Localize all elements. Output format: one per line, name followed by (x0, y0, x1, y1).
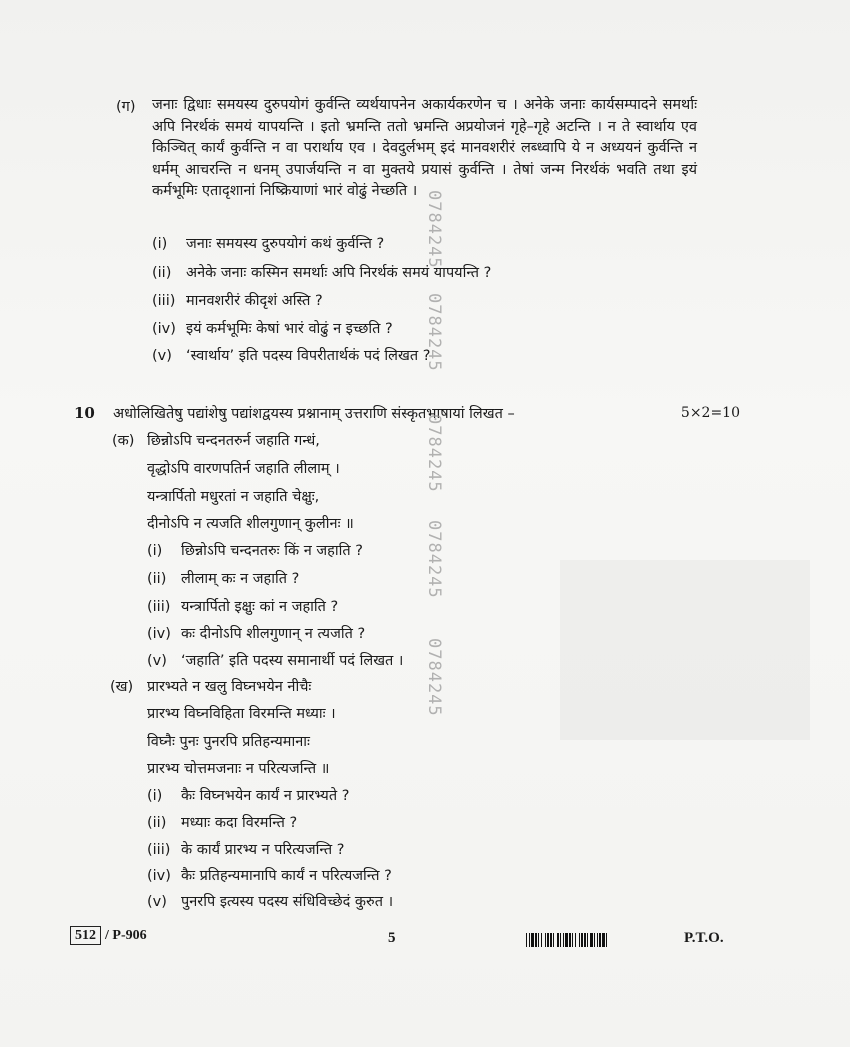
section-k-question-1 (147, 540, 363, 560)
question-text: जनाः समयस्य दुरुपयोगं कथं कुर्वन्ति ? (186, 236, 385, 252)
question-number: (v) (152, 348, 172, 364)
question-text: अनेके जनाः कस्मिन समर्थाः अपि निरर्थकं समयं यापयन्ति ? (186, 265, 492, 281)
question-number: (ii) (147, 571, 167, 587)
section-kh-verse-line-4: प्रारभ्य चोत्तमजनाः न परित्यजन्ति ॥ (147, 761, 330, 777)
section-k-verse-line-1: छिन्नोऽपि चन्दनतरुर्न जहाति गन्धं, (147, 433, 320, 449)
question-number: (ii) (152, 265, 172, 281)
barcode (526, 933, 672, 947)
paper-code (70, 928, 147, 944)
question-text: के कार्यं प्रारभ्य न परित्यजन्ति ? (181, 842, 345, 858)
section-g-question-3 (152, 290, 323, 310)
section-k-verse-line-3: यन्त्रार्पितो मधुरतां न जहाति चेक्षुः, (147, 489, 320, 505)
pto-label: P.T.O. (684, 930, 724, 946)
section-kh-question-2 (147, 812, 297, 832)
code-box: 512 (70, 926, 101, 945)
question-10-instruction: अधोलिखितेषु पद्यांशेषु पद्यांशद्वयस्य प्रश्नानाम् उत्तराणि संस्कृतभाषायां लिखत – (113, 406, 515, 422)
section-g-question-1 (152, 233, 384, 253)
show-through-shadow (560, 560, 810, 740)
question-text: मध्याः कदा विरमन्ति ? (181, 815, 298, 831)
page-number: 5 (388, 930, 396, 946)
watermark-stamp: 0784245 (424, 520, 444, 599)
question-text: ‘जहाति’ इति पदस्य समानार्थी पदं लिखत । (181, 653, 404, 669)
question-text: ‘स्वार्थाय’ इति पदस्य विपरीतार्थकं पदं लिखत ? (186, 348, 431, 364)
question-number: (v) (147, 653, 167, 669)
section-g-label: (ग) (116, 99, 136, 115)
question-number: (v) (147, 894, 167, 910)
section-g-passage: जनाः द्विधाः समयस्य दुरुपयोगं कुर्वन्ति व्यर्थयापनेन अकार्यकरणेन च । अनेके जनाः कार्यसम्पादने समर्थाः अपि निरर्थकं समयं यापयन्ति । इतो भ्रमन्ति ततो भ्रमन्ति अप्रयोजनं गृहे–गृहे अटन्ति । न ते स्वार्थाय एव किञ्चित् कार्यं कुर्वन्ति न वा परार्थाय एव । देवदुर्लभम् इदं मानवशरीरं लब्ध्वापि ये न अध्ययनं कुर्वन्ति न धर्मम् आचरन्ति न धनम् उपार्जयन्ति न वा मुक्तये प्रयासं कुर्वन्ति । तेषां जन्म निरर्थकं भवति तथा इयं कर्मभूमिः एतादृशानां निष्क्रियाणां भारं वोढुं नेच्छति । (152, 97, 697, 199)
question-text: पुनरपि इत्यस्य पदस्य संधिविच्छेदं कुरुत । (181, 894, 394, 910)
section-g-question-5 (152, 345, 430, 365)
section-g-question-4 (152, 318, 393, 338)
section-kh-question-3 (147, 839, 344, 859)
section-kh-question-5 (147, 891, 393, 911)
section-k-label: (क) (112, 433, 135, 449)
section-kh-verse-line-2: प्रारभ्य विघ्नविहिता विरमन्ति मध्याः । (147, 706, 336, 722)
question-10-number: 10 (74, 404, 95, 422)
question-number: (iii) (152, 293, 176, 309)
section-kh-verse-line-1: प्रारभ्यते न खलु विघ्नभयेन नीचैः (147, 679, 312, 695)
question-number: (iii) (147, 599, 171, 615)
section-kh-question-4 (147, 865, 392, 885)
question-number: (ii) (147, 815, 167, 831)
question-text: मानवशरीरं कीदृशं अस्ति ? (186, 293, 323, 309)
watermark-stamp: 0784245 (424, 638, 444, 717)
question-number: (iii) (147, 842, 171, 858)
question-number: (iv) (147, 868, 171, 884)
question-text: कैः प्रतिहन्यमानापि कार्यं न परित्यजन्ति ? (181, 868, 392, 884)
question-text: छिन्नोऽपि चन्दनतरुः किं न जहाति ? (181, 543, 363, 559)
question-number: (i) (147, 788, 163, 804)
paper-code-text: / P-906 (105, 928, 147, 943)
section-k-verse-line-2: वृद्धोऽपि वारणपतिर्न जहाति लीलाम् । (147, 461, 340, 477)
watermark-stamp: 0784245 (424, 414, 444, 493)
question-10-marks: 5×2=10 (680, 405, 740, 421)
section-kh-verse-line-3: विघ्नैः पुनः पुनरपि प्रतिहन्यमानाः (147, 734, 310, 750)
watermark-stamp: 0784245 (424, 293, 444, 372)
question-text: इयं कर्मभूमिः केषां भारं वोढुं न इच्छति ? (186, 321, 393, 337)
question-number: (iv) (152, 321, 176, 337)
section-k-question-5 (147, 650, 403, 670)
section-kh-question-1 (147, 785, 349, 805)
question-text: यन्त्रार्पितो इक्षुः कां न जहाति ? (181, 599, 339, 615)
question-number: (i) (152, 236, 168, 252)
watermark-stamp: 0784245 (424, 190, 444, 269)
question-number: (iv) (147, 626, 171, 642)
section-k-question-3 (147, 596, 338, 616)
section-k-verse-line-4: दीनोऽपि न त्यजति शीलगुणान् कुलीनः ॥ (147, 516, 354, 532)
question-text: कैः विघ्नभयेन कार्यं न प्रारभ्यते ? (181, 788, 350, 804)
question-text: लीलाम् कः न जहाति ? (181, 571, 300, 587)
section-k-question-2 (147, 568, 299, 588)
section-k-question-4 (147, 623, 365, 643)
question-text: कः दीनोऽपि शीलगुणान् न त्यजति ? (181, 626, 366, 642)
question-number: (i) (147, 543, 163, 559)
section-kh-label: (ख) (110, 679, 134, 695)
